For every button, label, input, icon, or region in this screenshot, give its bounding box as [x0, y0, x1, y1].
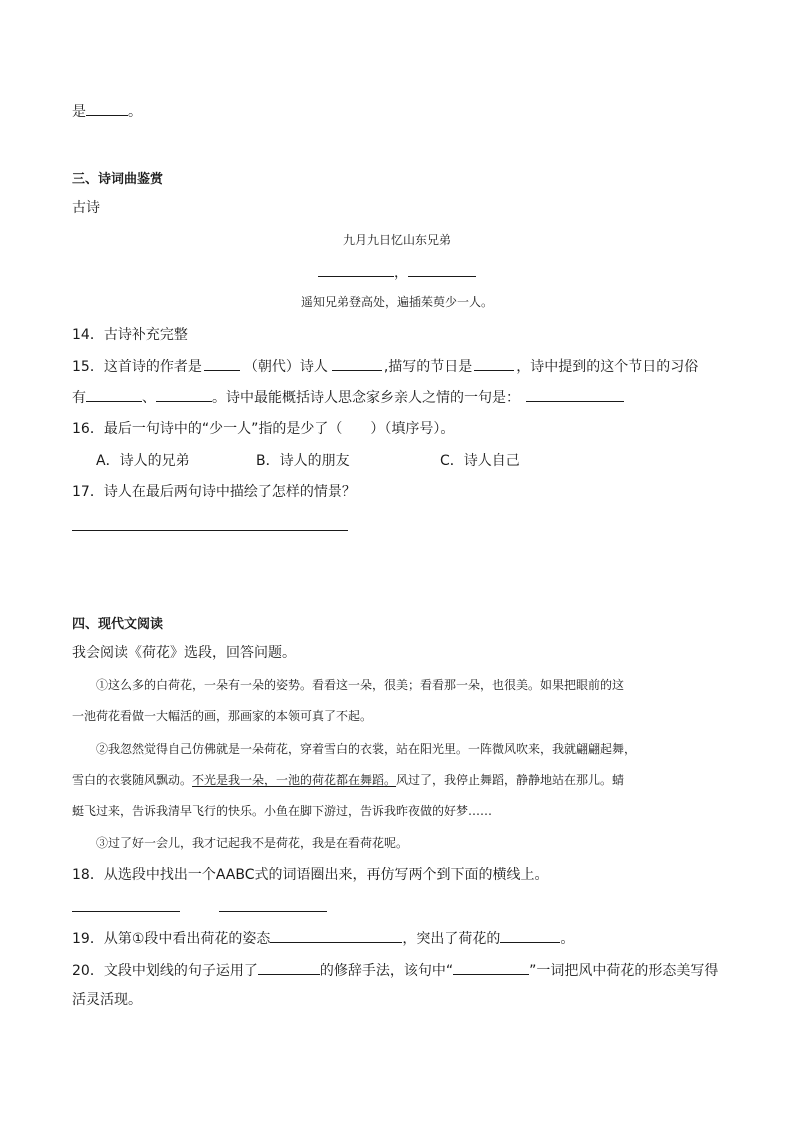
- q20-line1: 20．文段中划线的句子运用了 的修辞手法，该句中“ ”一词把风中荷花的形态美写得: [72, 960, 718, 981]
- section4-heading: 四、现代文阅读: [72, 617, 164, 632]
- q15-blank-author[interactable]: [204, 356, 240, 371]
- q17: 17．诗人在最后两句诗中描绘了怎样的情景？: [72, 484, 356, 500]
- q14: 14．古诗补充完整: [72, 327, 188, 343]
- q20-blank-word[interactable]: [453, 960, 529, 975]
- passage-para2-line3: 蜓飞过来，告诉我清早飞行的快乐。小鱼在脚下游过，告诉我昨夜做的好梦……: [72, 804, 493, 818]
- poem-line1-blanks: ，: [0, 262, 794, 283]
- section4-intro: 我会阅读《荷花》选段，回答问题。: [72, 645, 296, 661]
- passage-para3: ③过了好一会儿，我才记起我不是荷花，我是在看荷花呢。: [96, 836, 409, 850]
- passage-para1-line2: 一池荷花看做一大幅活的画，那画家的本领可真了不起。: [72, 709, 373, 723]
- poem-blank-1[interactable]: [318, 262, 394, 277]
- section3-heading: 三、诗词曲鉴赏: [72, 172, 164, 187]
- q18-answer-line-2[interactable]: [219, 911, 327, 912]
- q16-options: [96, 451, 520, 471]
- passage-para1-line1: ①这么多的白荷花，一朵有一朵的姿势。看看这一朵，很美；看看那一朵，也很美。如果把眼前的这: [96, 678, 625, 692]
- section3-subheading: 古诗: [72, 200, 100, 216]
- q18-answer-line-1[interactable]: [72, 911, 180, 912]
- top-fragment: 是 。: [72, 101, 142, 122]
- q15-blank-line[interactable]: [526, 387, 624, 402]
- poem-line2: 遥知兄弟登高处，遍插茱萸少一人。: [300, 295, 493, 309]
- q15-blank-custom-1[interactable]: [86, 387, 142, 402]
- q16: 16．最后一句诗中的“少一人”指的是少了（ ）（填序号）。: [72, 421, 455, 437]
- poem-title: 九月九日忆山东兄弟: [342, 233, 451, 247]
- q17-answer-line[interactable]: [72, 530, 348, 531]
- underlined-sentence: 不光是我一朵，一池的荷花都在舞蹈。: [192, 773, 397, 787]
- q15-line2: 有 、 。诗中最能概括诗人思念家乡亲人之情的一句是：: [72, 387, 624, 408]
- q16-option-c[interactable]: C．诗人自己: [440, 453, 520, 469]
- q16-option-b[interactable]: B．诗人的朋友: [256, 453, 350, 469]
- passage-para2-line2: 雪白的衣裳随风飘动。不光是我一朵，一池的荷花都在舞蹈。风过了，我停止舞蹈，静静地站在那儿。蜻: [72, 773, 625, 787]
- q15-blank-custom-2[interactable]: [156, 387, 212, 402]
- q15-blank-festival[interactable]: [474, 356, 514, 371]
- q16-option-a[interactable]: A．诗人的兄弟: [96, 453, 190, 469]
- answer-blank[interactable]: [86, 101, 128, 116]
- q19-blank-trait[interactable]: [500, 928, 560, 943]
- q20-line2: 活灵活现。: [72, 992, 142, 1008]
- q18: 18．从选段中找出一个AABC式的词语圈出来，再仿写两个到下面的横线上。: [72, 867, 549, 883]
- q19: 19．从第①段中看出荷花的姿态 ，突出了荷花的 。: [72, 928, 574, 949]
- q15-line1: 15．这首诗的作者是 （朝代）诗人 ,描写的节日是 ，诗中提到的这个节日的习俗: [72, 356, 698, 377]
- q19-blank-posture[interactable]: [270, 928, 402, 943]
- q20-blank-rhetoric[interactable]: [258, 960, 320, 975]
- passage-para2-line1: ②我忽然觉得自己仿佛就是一朵荷花，穿着雪白的衣裳，站在阳光里。一阵微风吹来，我就翩翩起舞，: [96, 742, 637, 756]
- poem-blank-2[interactable]: [408, 262, 476, 277]
- q15-blank-poet[interactable]: [332, 356, 382, 371]
